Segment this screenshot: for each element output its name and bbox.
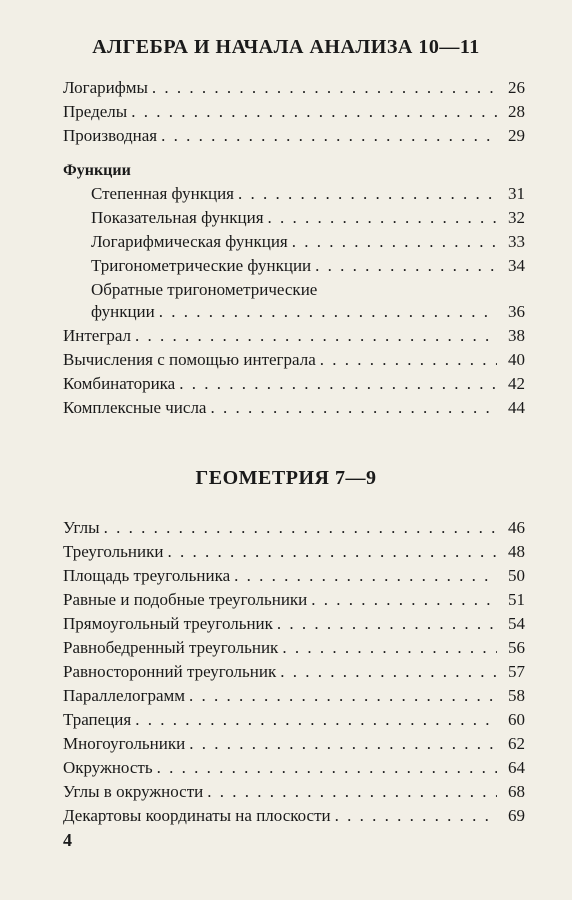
toc-entry-page: 28 bbox=[508, 102, 525, 121]
leader-dots bbox=[159, 300, 497, 324]
toc-entry-page: 26 bbox=[508, 78, 525, 97]
leader-dots bbox=[311, 588, 497, 612]
leader-dots bbox=[135, 324, 497, 348]
leader-dots bbox=[189, 684, 497, 708]
toc-entry-label: Углы bbox=[63, 518, 100, 537]
leader-dots bbox=[280, 660, 497, 684]
algebra-section-title: АЛГЕБРА И НАЧАЛА АНАЛИЗА 10—11 bbox=[92, 36, 480, 58]
toc-entry bbox=[63, 254, 525, 278]
toc-entry-page: 68 bbox=[508, 782, 525, 801]
toc-entry-label: Параллелограмм bbox=[63, 686, 186, 705]
toc-entry-page: 36 bbox=[508, 302, 525, 321]
toc-entry-label: Производная bbox=[63, 126, 158, 145]
toc-entry bbox=[63, 206, 525, 230]
leader-dots bbox=[189, 732, 497, 756]
toc-entry-page: 60 bbox=[508, 710, 525, 729]
toc-entry bbox=[63, 396, 525, 420]
leader-dots bbox=[207, 780, 497, 804]
toc-entry-label: Вычисления с помощью интеграла bbox=[63, 350, 316, 369]
toc-entry-label: Логарифмическая функция bbox=[91, 232, 288, 251]
leader-dots bbox=[157, 756, 497, 780]
leader-dots bbox=[161, 124, 497, 148]
toc-entry bbox=[63, 804, 525, 828]
leader-dots bbox=[179, 372, 497, 396]
toc-entry-page: 48 bbox=[508, 542, 525, 561]
toc-entry-label: Комбинаторика bbox=[63, 374, 176, 393]
leader-dots bbox=[292, 230, 497, 254]
leader-dots bbox=[315, 254, 497, 278]
toc-entry-label: Прямоугольный треугольник bbox=[63, 614, 273, 633]
leader-dots bbox=[268, 206, 497, 230]
toc-entry bbox=[63, 588, 525, 612]
leader-dots bbox=[282, 636, 497, 660]
toc-entry bbox=[63, 324, 525, 348]
toc-entry bbox=[63, 540, 525, 564]
leader-dots bbox=[135, 708, 497, 732]
leader-dots bbox=[234, 564, 497, 588]
toc-entry-page: 54 bbox=[508, 614, 525, 633]
toc-entry bbox=[63, 732, 525, 756]
toc-entry-page: 31 bbox=[508, 184, 525, 203]
toc-entry bbox=[63, 100, 525, 124]
toc-entry-page: 62 bbox=[508, 734, 525, 753]
toc-entry bbox=[63, 182, 525, 206]
toc-entry bbox=[63, 300, 525, 324]
toc-entry bbox=[63, 516, 525, 540]
toc-entry bbox=[63, 372, 525, 396]
toc-entry-label: Углы в окружности bbox=[63, 782, 204, 801]
toc-entry-page: 51 bbox=[508, 590, 525, 609]
toc-entry-page: 69 bbox=[508, 806, 525, 825]
toc-entry bbox=[63, 348, 525, 372]
toc-entry-page: 38 bbox=[508, 326, 525, 345]
toc-entry bbox=[63, 780, 525, 804]
toc-entry-page: 57 bbox=[508, 662, 525, 681]
toc-entry-label: Трапеция bbox=[63, 710, 132, 729]
toc-entry-page: 64 bbox=[508, 758, 525, 777]
toc-entry bbox=[63, 708, 525, 732]
toc-entry-page: 29 bbox=[508, 126, 525, 145]
toc-entry-label: Степенная функция bbox=[91, 184, 235, 203]
toc-entry-page: 58 bbox=[508, 686, 525, 705]
toc-entry-page: 42 bbox=[508, 374, 525, 393]
toc-entry-label-line2: функции bbox=[91, 302, 155, 321]
functions-subheading: Функции bbox=[63, 162, 131, 179]
toc-entry-label: Интеграл bbox=[63, 326, 131, 345]
toc-entry-label: Логарифмы bbox=[63, 78, 148, 97]
toc-entry-label: Комплексные числа bbox=[63, 398, 207, 417]
toc-entry-label: Окружность bbox=[63, 758, 153, 777]
leader-dots bbox=[210, 396, 497, 420]
toc-entry-page: 46 bbox=[508, 518, 525, 537]
toc-entry-label: Пределы bbox=[63, 102, 128, 121]
toc-entry bbox=[63, 564, 525, 588]
toc-entry-label: Тригонометрические функции bbox=[91, 256, 312, 275]
toc-entry bbox=[63, 230, 525, 254]
toc-entry-label-line1: Обратные тригонометрические bbox=[91, 280, 318, 299]
leader-dots bbox=[238, 182, 497, 206]
toc-entry-label: Равные и подобные треугольники bbox=[63, 590, 308, 609]
toc-entry-label: Многоугольники bbox=[63, 734, 186, 753]
leader-dots bbox=[131, 100, 497, 124]
leader-dots bbox=[167, 540, 497, 564]
toc-entry bbox=[63, 612, 525, 636]
toc-entry-label: Площадь треугольника bbox=[63, 566, 231, 585]
toc-entry-label: Равносторонний треугольник bbox=[63, 662, 277, 681]
toc-entry bbox=[63, 660, 525, 684]
toc-entry-page: 32 bbox=[508, 208, 525, 227]
toc-entry bbox=[63, 76, 525, 100]
toc-entry bbox=[63, 756, 525, 780]
leader-dots bbox=[335, 804, 497, 828]
toc-entry bbox=[63, 636, 525, 660]
toc-entry-page: 44 bbox=[508, 398, 525, 417]
page-number: 4 bbox=[63, 830, 72, 850]
toc-entry-page: 33 bbox=[508, 232, 525, 251]
toc-entry bbox=[63, 684, 525, 708]
toc-entry-label: Показательная функция bbox=[91, 208, 264, 227]
toc-entry-label: Треугольники bbox=[63, 542, 164, 561]
toc-entry-page: 40 bbox=[508, 350, 525, 369]
leader-dots bbox=[277, 612, 497, 636]
toc-entry bbox=[63, 124, 525, 148]
toc-entry-label: Декартовы координаты на плоскости bbox=[63, 806, 331, 825]
leader-dots bbox=[104, 516, 497, 540]
toc-entry-page: 56 bbox=[508, 638, 525, 657]
leader-dots bbox=[320, 348, 497, 372]
toc-entry-label: Равнобедренный треугольник bbox=[63, 638, 279, 657]
toc-entry-page: 34 bbox=[508, 256, 525, 275]
geometry-section-title: ГЕОМЕТРИЯ 7—9 bbox=[195, 467, 377, 489]
toc-entry-page: 50 bbox=[508, 566, 525, 585]
leader-dots bbox=[152, 76, 497, 100]
